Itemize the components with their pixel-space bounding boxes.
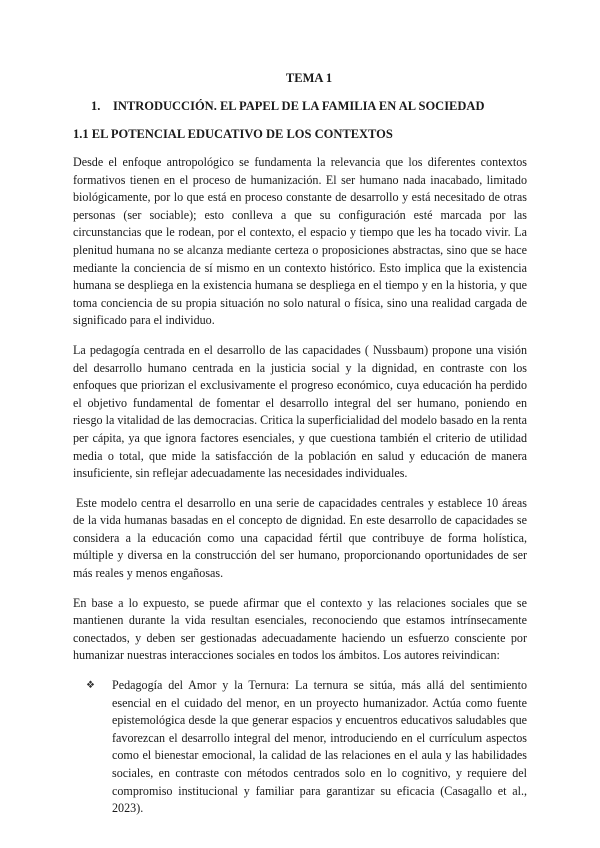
- paragraph-modelo-capacidades: Este modelo centra el desarrollo en una serie de capacidades centrales y establece 10 áreas de la vida humanas basadas en el concepto de dignidad. En este desarrollo de capacidades se considera a la educación como una capacidad fértil que contribuye de forma holística, múltiple y diversa en la construcción del ser humano, proporcionando oportunidades de ser más reales y menos engañosas.: [73, 495, 527, 581]
- list-item-text: Pedagogía del Amor y la Ternura: La ternura se sitúa, más allá del sentimiento esencial en el cuidado del menor, en un proyecto humanizador. Actúa como fuente epistemológica desde la que generar espacios y encuentros educativos saludables que favorezcan el desarrollo integral del menor, introduciendo en el currículum aspectos como el bienestar emocional, la calidad de las relaciones en el aula y las habilidades sociales, en contraste con métodos centrados solo en lo cognitivo, y requiere del compromiso institucional y familiar para garantizar su eficacia (Casagallo et al., 2023).: [112, 678, 527, 816]
- document-title: TEMA 1: [285, 71, 333, 85]
- paragraph-nussbaum: La pedagogía centrada en el desarrollo de las capacidades ( Nussbaum) propone una visión del desarrollo humano centrada en la justicia social y la dignidad, en contraste con los enfoques que priorizan el exclusivamente el progreso económico, cuya educación ha perdido el objetivo fundamental de fomentar el desarrollo integral del ser humano, poniendo en riesgo la vitalidad de las democracias. Critica la superficialidad del modelo basado en la renta per cápita, ya que ignora factores esenciales, y que cuestiona también el criterio de utilidad media o total, que mide la satisfacción de la población en salud y educación de manera insuficiente, sin reflejar adecuadamente las necesidades individuales.: [73, 342, 527, 481]
- section-heading-text: INTRODUCCIÓN. EL PAPEL DE LA FAMILIA EN AL SOCIEDAD: [113, 99, 485, 113]
- paragraph-antropologico: Desde el enfoque antropológico se fundamenta la relevancia que los diferentes contextos formativos tienen en el proceso de humanización. El ser humano nada inacabado, limitado biológicamente, por lo que está en proceso constante de desarrollo y está necesitado de otras personas (ser sociable); esto conlleva a que su configuración esté marcada por las circunstancias que le rodean, por el contexto, el espacio y tiempo que les ha tocado vivir. La plenitud humana no se alcanza mediante certeza o proposiciones abstractas, sino que se hace mediante la conciencia de sí mismo en un contexto histórico. Esto implica que la existencia humana se despliega en la existencia humana se despliega en el tiempo y en la historia, y que toma conciencia de su propia situación no solo natural o física, sino una realidad cargada de significado para el individuo.: [73, 155, 527, 328]
- list-item: [73, 677, 527, 818]
- section-number: 1.: [91, 99, 101, 113]
- subsection-heading: 1.1 EL POTENCIAL EDUCATIVO DE LOS CONTEXTOS: [73, 127, 393, 141]
- section-heading: [91, 98, 527, 114]
- paragraph-conclusion: En base a lo expuesto, se puede afirmar que el contexto y las relaciones sociales que se mantienen durante la vida resultan esenciales, reconociendo que estamos intrínsecamente conectados, y deben ser gestionadas adecuadamente haciendo un esfuerzo consciente por humanizar nuestras interacciones sociales en todos los ámbitos. Los autores reivindican:: [73, 595, 527, 663]
- document-body: [73, 70, 527, 818]
- diamond-bullet-icon: ❖: [86, 680, 95, 692]
- bullet-list: [73, 677, 527, 818]
